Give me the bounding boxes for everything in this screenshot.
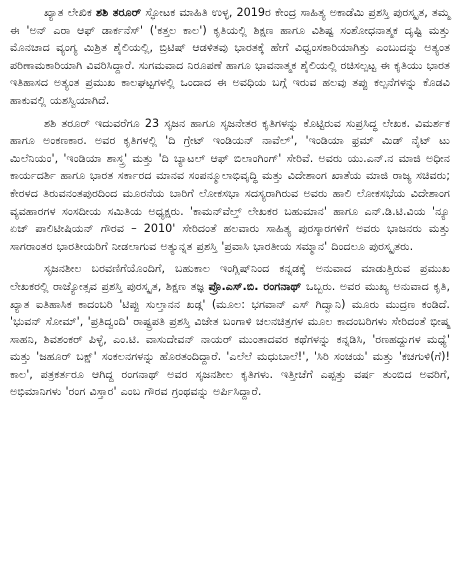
para-1-lead: ಖ್ಯಾತ ಲೇಖಿಕ [44, 6, 96, 19]
author-bio-paragraph [10, 4, 450, 110]
translator-name: ಪ್ರೊ.ಎಸ್.ಬಿ. ರಂಗನಾಥ್ [208, 279, 302, 293]
para-1-body: ಸ್ಫೋಟಕ ಮಾಹಿತಿ ಉಳ್ಳ, 2019ರ ಕೇಂದ್ರ ಸಾಹಿತ್ಯ ಅಕಾಡೆಮಿ ಪ್ರಶಸ್ತಿ ಪುರಸ್ಕೃತ, ತಮ್ಮ ಈ 'ಅನ್ ಎರಾ ಆಫ್ ಡಾರ್ಕನೆಸ್' ('ಕತ್ತಲ ಕಾಲ') ಕೃತಿಯಲ್ಲಿ ಶಿಕ್ಷಣ ಹಾಗೂ ವಿಶಿಷ್ಟ ಸಂಶೋಧನಾತ್ಮಕ ದೃಷ್ಟಿ ಮತ್ತು ಮೊನಚಾದ ವ್ಯಂಗ್ಯ ಮಿಶ್ರಿತ ಶೈಲಿಯಲ್ಲಿ, ಬ್ರಿಟಿಷ್ ಆಡಳಿತವು ಭಾರತಕ್ಕೆ ಹೇಗೆ ವಿಧ್ವಂಸಕಾರಿಯಾಗಿತ್ತು ಎಂಬುದನ್ನು ಅತ್ಯಂತ ಪರಿಣಾಮಕಾರಿಯಾಗಿ ವಿವರಿಸಿದ್ದಾರೆ. ಸುಗಮವಾದ ನಿರೂಪಣೆ ಹಾಗೂ ಭಾವನಾತ್ಮಕ ಶೈಲಿಯಲ್ಲಿ ರಚಿಸಲ್ಪಟ್ಟ ಈ ಕೃತಿಯು ಭಾರತ ಇತಿಹಾಸದ ಅತ್ಯಂತ ಪ್ರಮುಖ ಕಾಲಘಟ್ಟಗಳಲ್ಲಿ ಒಂದಾದ ಈ ಅವಧಿಯ ಬಗ್ಗೆ ಇರುವ ಹಲವು ತಪ್ಪು ಕಲ್ಪನೆಗಳನ್ನು ಕೊಡವಿ ಹಾಕುವಲ್ಲಿ ಯಶಸ್ವಿಯಾಗಿದೆ. [10, 6, 450, 107]
author-career-paragraph [10, 115, 450, 256]
para-3-body: ಒಬ್ಬರು. ಅವರ ಮುಖ್ಯ ಅನುವಾದ ಕೃತಿ, ಖ್ಯಾತ ಐತಿಹಾಸಿಕ ಕಾದಂಬರಿ 'ಟಿಪ್ಪು ಸುಲ್ತಾನನ ಖಡ್ಗ' (ಮೂಲ: ಭಗವಾನ್ ಎಸ್ ಗಿದ್ವಾನಿ) ಮೂರು ಮುದ್ರಣ ಕಂಡಿದೆ. 'ಭುವನ್ ಸೋಮ್', 'ಪ್ರತಿದ್ವಂದಿ' ರಾಷ್ಟ್ರಪತಿ ಪ್ರಶಸ್ತಿ ವಿಜೇತ ಬಂಗಾಳಿ ಚಲನಚಿತ್ರಗಳ ಮೂಲ ಕಾದಂಬರಿಗಳು ಸೇರಿದಂತೆ ಭೀಷ್ಮ ಸಾಹನಿ, ಶಿವಶಂಕರ್ ಪಿಳ್ಳೆ, ಎಂ.ಟಿ. ವಾಸುದೇವನ್ ನಾಯರ್ ಮುಂತಾದವರ ಕಥೆಗಳನ್ನು ಕನ್ನಡಿಸಿ, 'ರಣಹದ್ದುಗಳ ಮಧ್ಯೆ' ಮತ್ತು 'ಜಹೂರ್ ಬಕ್ಷ್' ಸಂಕಲನಗಳನ್ನು ಹೊರತಂದಿದ್ದಾರೆ. 'ಎಲೆಲೆ ಮಧುಬಾಲೆ!', 'ಸಿರಿ ಸಂಚಯ' ಮತ್ತು 'ಕಚಗುಳಿ(ಗೆ)! ಕಾಲ', ಪತ್ರಕರ್ತರೂ ಆಗಿದ್ದ ರಂಗನಾಥ್ ಅವರ ಸೃಜನಶೀಲ ಕೃತಿಗಳು. ಇತ್ತೀಚೆಗೆ ಎಪ್ಪತ್ತು ವರ್ಷ ತುಂಬಿದ ಅವರಿಗೆ, ಅಭಿಮಾನಿಗಳು 'ರಂಗ ವಿಸ್ತಾರ' ಎಂಬ ಗೌರವ ಗ್ರಂಥವನ್ನು ಅರ್ಪಿಸಿದ್ದಾರೆ. [10, 279, 451, 399]
para-3-lead: ಸೃಜನಶೀಲ ಬರವಣಿಗೆಯೊಂದಿಗೆ, ಬಹುಕಾಲ ಇಂಗ್ಲಿಷ್‌ನಿಂದ ಕನ್ನಡಕ್ಕೆ ಅನುವಾದ ಮಾಡುತ್ತಿರುವ ಪ್ರಮುಖ ಲೇಖಕರಲ್ಲಿ ರಾಜ್ಯೋತ್ಸವ ಪ್ರಶಸ್ತಿ ಪುರಸ್ಕೃತ, ಶಿಕ್ಷಣ ತಜ್ಞ [10, 262, 450, 293]
author-name: ಶಶಿ ತರೂರ್ [96, 6, 142, 19]
para-2-body: ಶಶಿ ತರೂರ್ ಇದುವರೆಗೂ 23 ಸೃಜನ ಹಾಗೂ ಸೃಜನೇತರ ಕೃತಿಗಳನ್ನು ಕೊಟ್ಟಿರುವ ಸುಪ್ರಸಿದ್ಧ ಲೇಖಕ. ವಿಮರ್ಶಕ ಹಾಗೂ ಅಂಕಣಕಾರ. ಅವರ ಕೃತಿಗಳಲ್ಲಿ 'ದಿ ಗ್ರೇಟ್ ಇಂಡಿಯನ್ ನಾವೆಲ್', 'ಇಂಡಿಯಾ ಫ್ರಮ್ ಮಿಡ್ ನೈಟ್ ಟು ಮಿಲೆನಿಯಂ', 'ಇಂಡಿಯಾ ಶಾಸ್ತ್ರ' ಮತ್ತು 'ದಿ ಬ್ಯಾಟಲ್ ಆಫ್ ಬಿಲಾಂಗಿಂಗ್' ಸೇರಿವೆ. ಅವರು ಯು.ಎನ್.ನ ಮಾಜಿ ಅಧೀನ ಕಾರ್ಯದರ್ಶಿ ಹಾಗೂ ಭಾರತ ಸರ್ಕಾರದ ಮಾನವ ಸಂಪನ್ಮೂಲಾಭಿವೃದ್ಧಿ ಮತ್ತು ವಿದೇಶಾಂಗ ಖಾತೆಯ ಮಾಜಿ ರಾಜ್ಯ ಸಚಿವರು; ಕೇರಳದ ತಿರುವನಂತಪುರದಿಂದ ಮೂರನೆಯ ಬಾರಿಗೆ ಲೋಕಸಭಾ ಸದಸ್ಯರಾಗಿರುವ ಅವರು ಹಾಲಿ ಲೋಕಸಭೆಯ ವಿದೇಶಾಂಗ ವ್ಯವಹಾರಗಳ ಸಂಸದೀಯ ಸಮಿತಿಯ ಅಧ್ಯಕ್ಷರು. 'ಕಾಮನ್‌ವೆಲ್ತ್ ಲೇಖಕರ ಬಹುಮಾನ' ಹಾಗೂ ಎನ್.ಡಿ.ಟಿ.ವಿಯ 'ನ್ಯೂ ಏಜ್ ಪಾಲಿಟೀಷಿಯನ್ ಗೌರವ – 2010' ಸೇರಿದಂತೆ ಹಲವಾರು ಸಾಹಿತ್ಯ ಪುರಸ್ಕಾರಗಳಿಗೆ ಅವರು ಭಾಜನರು ಮತ್ತು ಸಾಗರಾಂತರ ಭಾರತೀಯರಿಗೆ ನೀಡಲಾಗುವ ಅತ್ಯುನ್ನತ ಪ್ರಶಸ್ತಿ 'ಪ್ರವಾಸಿ ಭಾರತೀಯ ಸಮ್ಮಾನ' ದಿಂದಲೂ ಪುರಸ್ಕೃತರು. [10, 116, 450, 253]
translator-bio-paragraph [10, 260, 450, 401]
